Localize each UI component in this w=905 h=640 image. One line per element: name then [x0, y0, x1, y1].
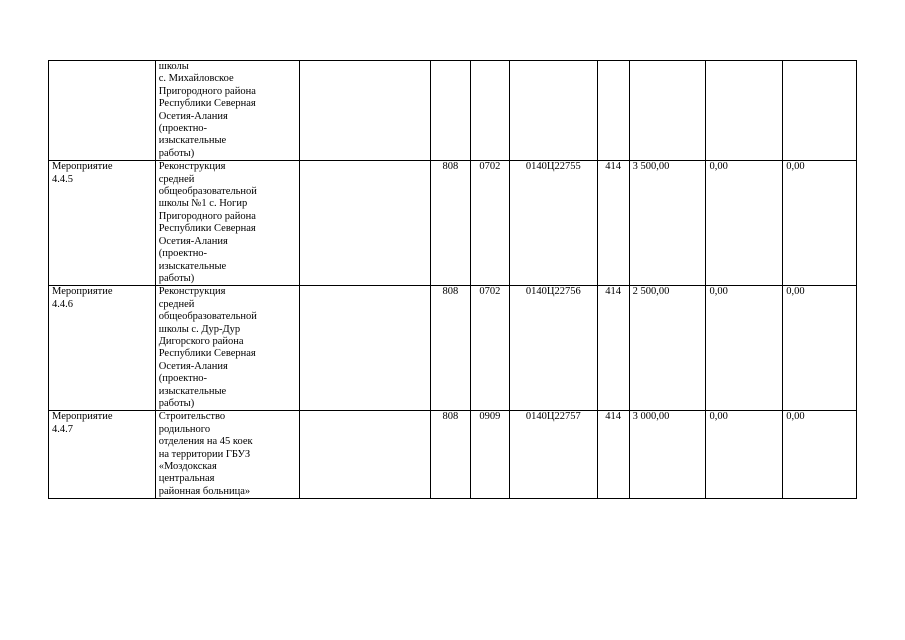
cell-text-line: 4.4.6 — [52, 298, 73, 310]
budget-activities-table — [48, 60, 857, 499]
cell-text-line: на территории ГБУЗ — [158, 448, 251, 460]
cell-text-line: родильного — [158, 423, 211, 435]
cell-text-line: районная больница» — [158, 485, 251, 497]
cell-text-line: (проектно- — [158, 123, 208, 135]
cell-text-line: «Моздокская — [158, 461, 217, 472]
cell-text-line: Осетия-Алания — [158, 110, 228, 122]
amount-year2-cell: 0,00 — [706, 286, 783, 411]
executor-cell — [299, 161, 430, 286]
executor-cell — [299, 286, 430, 411]
activity-name-cell — [155, 411, 299, 499]
amount-year3-cell: 0,00 — [783, 161, 857, 286]
cell-text-line: школы с. Дур-Дур — [158, 323, 241, 335]
amount-year3-cell: 0,00 — [783, 411, 857, 499]
activity-id-cell — [49, 411, 156, 499]
grbs-code-cell — [431, 61, 470, 161]
cell-text-line: работы) — [158, 147, 195, 159]
cell-text-line: Строительство — [158, 411, 226, 423]
amount-year2-cell — [706, 61, 783, 161]
amount-year1-cell — [629, 61, 706, 161]
cell-text-line: (проектно- — [158, 248, 208, 260]
cell-text-line: средней — [158, 298, 195, 310]
cell-text-line: работы) — [158, 272, 195, 284]
grbs-code-cell: 808 — [431, 161, 470, 286]
amount-year3-cell: 0,00 — [783, 286, 857, 411]
cell-text-line: школы — [158, 61, 189, 72]
cell-text-line: Пригородного района — [158, 85, 256, 97]
cell-text-line: Мероприятие — [52, 161, 113, 173]
cell-text-line: Осетия-Алания — [158, 360, 228, 372]
executor-cell — [299, 61, 430, 161]
grbs-code-cell: 808 — [431, 411, 470, 499]
target-article-cell: 0140Ц22756 — [510, 286, 598, 411]
cell-text-line: Республики Северная — [158, 348, 256, 360]
table-row — [49, 411, 857, 499]
cell-text-line: с. Михайловское — [158, 73, 234, 85]
cell-text-line: средней — [158, 173, 195, 185]
activity-id-cell — [49, 286, 156, 411]
cell-text-line: 4.4.7 — [52, 423, 73, 435]
section-code-cell — [470, 61, 509, 161]
cell-text-line: изыскательные — [158, 385, 227, 397]
activity-name-cell — [155, 286, 299, 411]
cell-text-line: Реконструкция — [158, 286, 226, 298]
table-row — [49, 161, 857, 286]
cell-text-line: работы) — [158, 397, 195, 409]
cell-text-line: школы №1 с. Ногир — [158, 198, 248, 210]
amount-year1-cell: 3 000,00 — [629, 411, 706, 499]
expense-type-cell: 414 — [597, 286, 629, 411]
executor-cell — [299, 411, 430, 499]
cell-text-line: изыскательные — [158, 260, 227, 272]
expense-type-cell — [597, 61, 629, 161]
table-row — [49, 61, 857, 161]
cell-text-line: отделения на 45 коек — [158, 436, 253, 448]
cell-text-line: Реконструкция — [158, 161, 226, 173]
target-article-cell — [510, 61, 598, 161]
amount-year1-cell: 2 500,00 — [629, 286, 706, 411]
grbs-code-cell: 808 — [431, 286, 470, 411]
cell-text-line: центральная — [158, 473, 215, 485]
cell-text-line: Республики Северная — [158, 98, 256, 110]
cell-text-line: Мероприятие — [52, 411, 113, 423]
target-article-cell: 0140Ц22755 — [510, 161, 598, 286]
table-row — [49, 286, 857, 411]
cell-text-line: Республики Северная — [158, 223, 256, 235]
cell-text-line: общеобразовательной — [158, 186, 257, 198]
section-code-cell: 0909 — [470, 411, 509, 499]
cell-text-line: 4.4.5 — [52, 173, 73, 185]
cell-text-line: Дигорского района — [158, 335, 244, 347]
cell-text-line: общеобразовательной — [158, 311, 257, 323]
section-code-cell: 0702 — [470, 161, 509, 286]
section-code-cell: 0702 — [470, 286, 509, 411]
activity-id-cell — [49, 161, 156, 286]
cell-text-line: изыскательные — [158, 135, 227, 147]
cell-text-line: Осетия-Алания — [158, 235, 228, 247]
target-article-cell: 0140Ц22757 — [510, 411, 598, 499]
cell-text-line: (проектно- — [158, 373, 208, 385]
amount-year2-cell: 0,00 — [706, 161, 783, 286]
amount-year3-cell — [783, 61, 857, 161]
amount-year2-cell: 0,00 — [706, 411, 783, 499]
expense-type-cell: 414 — [597, 161, 629, 286]
expense-type-cell: 414 — [597, 411, 629, 499]
activity-name-cell — [155, 61, 299, 161]
amount-year1-cell: 3 500,00 — [629, 161, 706, 286]
cell-text-line: Мероприятие — [52, 286, 113, 298]
activity-id-cell — [49, 61, 156, 161]
activity-name-cell — [155, 161, 299, 286]
cell-text-line: Пригородного района — [158, 210, 256, 222]
